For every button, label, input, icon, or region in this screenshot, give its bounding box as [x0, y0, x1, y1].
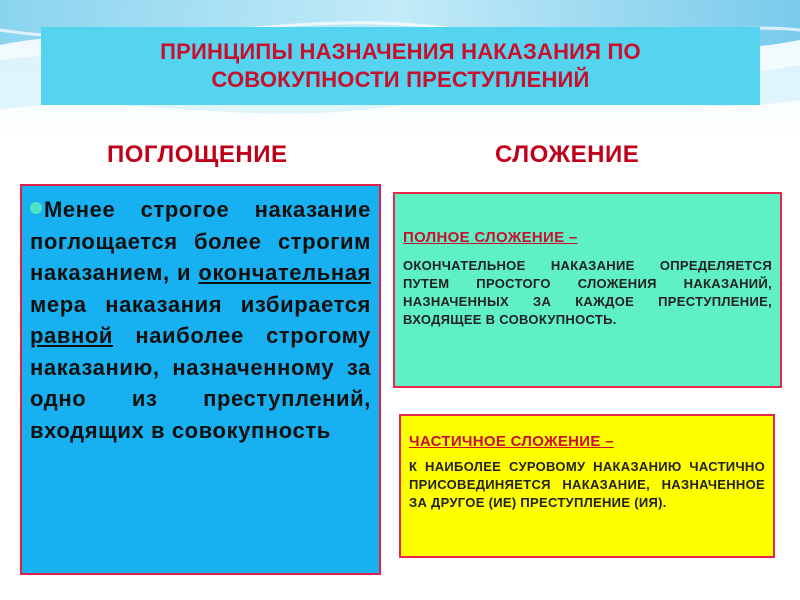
partial-addition-text: К НАИБОЛЕЕ СУРОВОМУ НАКАЗАНИЮ ЧАСТИЧНО ПРИСОВЕДИНЯЕТСЯ НАКАЗАНИЕ, НАЗНАЧЕННОЕ ЗА ДРУГОЕ (ИЕ) ПРЕСТУПЛЕНИЕ (ИЯ).: [409, 459, 765, 510]
partial-addition-box: [399, 414, 775, 558]
full-addition-title: ПОЛНОЕ СЛОЖЕНИЕ –: [403, 229, 578, 246]
title-line-1: ПРИНЦИПЫ НАЗНАЧЕНИЯ НАКАЗАНИЯ ПО: [160, 39, 641, 64]
title-line-2: СОВОКУПНОСТИ ПРЕСТУПЛЕНИЙ: [211, 67, 590, 92]
absorption-underlined-equal: равной: [30, 323, 114, 348]
full-addition-box: [393, 192, 782, 388]
absorption-box: [20, 184, 381, 575]
heading-absorption: ПОГЛОЩЕНИЕ: [107, 141, 288, 168]
title-banner: [41, 27, 760, 105]
absorption-text-part-2: мера наказания избирается: [30, 291, 371, 317]
absorption-text-part-1: Менее строгое наказание поглощается более строгим наказанием, и: [30, 197, 371, 285]
full-addition-text: ОКОНЧАТЕЛЬНОЕ НАКАЗАНИЕ ОПРЕДЕЛЯЕТСЯ ПУТЕМ ПРОСТОГО СЛОЖЕНИЯ НАКАЗАНИЙ, НАЗНАЧЕННЫХ ЗА КАЖДОЕ ПРЕСТУПЛЕНИЕ, ВХОДЯЩЕЕ В СОВОКУПНОСТЬ.: [403, 258, 772, 327]
bullet-icon: [30, 202, 42, 214]
heading-addition: СЛОЖЕНИЕ: [495, 141, 640, 168]
absorption-underlined-final: окончательная: [198, 260, 371, 285]
absorption-text: [30, 194, 371, 446]
partial-addition-title: ЧАСТИЧНОЕ СЛОЖЕНИЕ –: [409, 433, 614, 450]
absorption-text-part-3: наиболее строгому наказанию, назначенному за одно из преступлений, входящих в совокупность: [30, 323, 371, 443]
